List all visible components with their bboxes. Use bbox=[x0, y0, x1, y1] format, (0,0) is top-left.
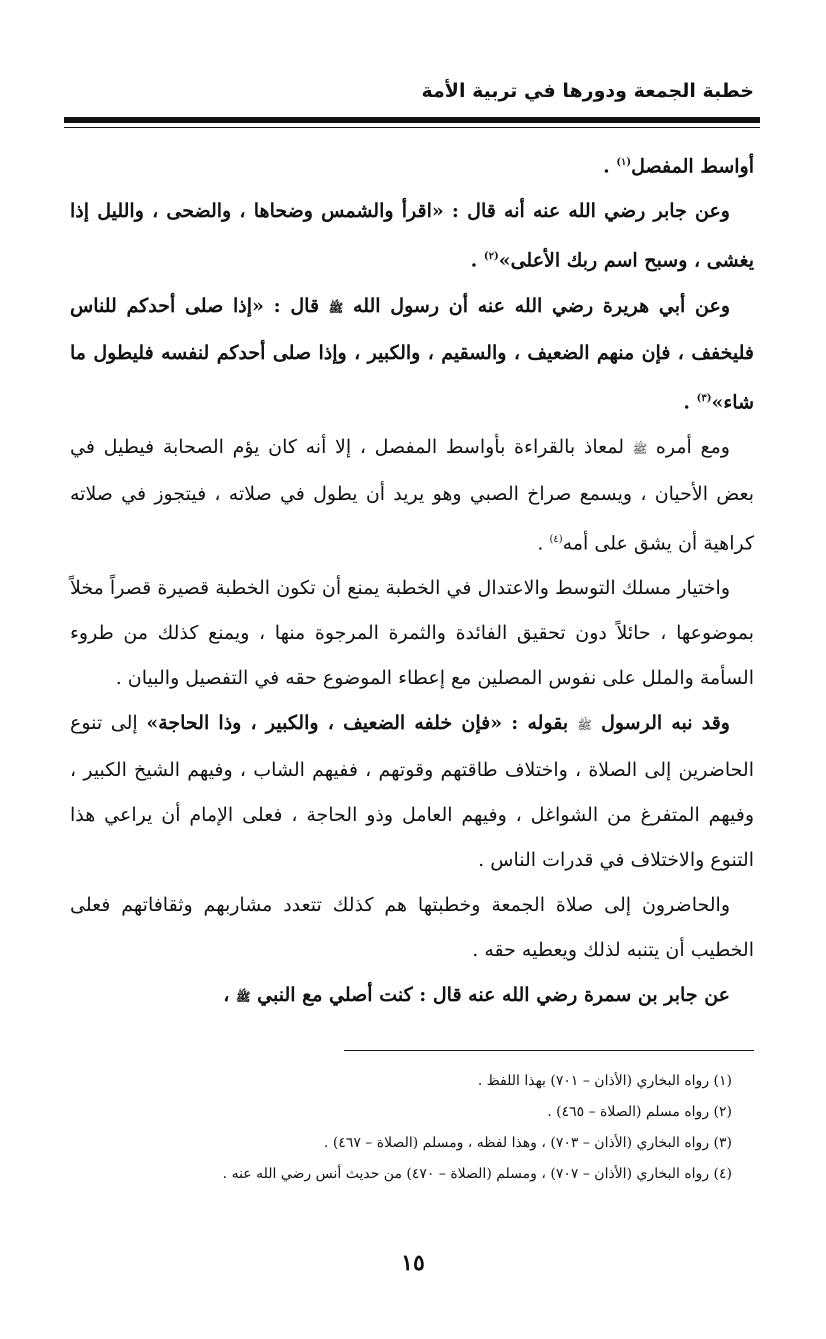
paragraph-4-end: . bbox=[537, 532, 550, 555]
paragraph-6 bbox=[70, 701, 754, 883]
paragraph-5: واختيار مسلك التوسط والاعتدال في الخطبة يمنع أن تكون الخطبة قصيرة قصراً مخلاً بموضوعها ، حائلاً دون تحقيق الفائدة والثمرة المرجوة منها ، ويمنع كذلك من طروء السأمة والملل على نفوس المصلين مع إعطاء الموضوع حقه في التفصيل والبيان . bbox=[70, 577, 754, 690]
salutation-glyph: ﷺ bbox=[236, 990, 251, 1005]
paragraph-1-end: . bbox=[603, 155, 617, 178]
paragraph-6-quote: بقوله : «فإن خلفه الضعيف ، والكبير ، وذا الحاجة» bbox=[146, 712, 578, 735]
footnote-separator bbox=[344, 1050, 754, 1051]
main-text bbox=[70, 140, 754, 1020]
paragraph-3-text: وعن أبي هريرة رضي الله عنه أن رسول الله bbox=[343, 294, 730, 317]
paragraph-2 bbox=[70, 189, 754, 283]
paragraph-4-body: لمعاذ بالقراءة بأواسط المفصل ، إلا أنه كان يؤم الصحابة فيطيل في بعض الأحيان ، ويسمع صراخ الصبي وهو يريد أن يطول في صلاته ، فيتجوز في صلاته كراهية أن يشق على أمه bbox=[70, 435, 754, 555]
footnote-ref-2: (٢) bbox=[483, 251, 499, 263]
page-number: ١٥ bbox=[401, 1250, 425, 1276]
paragraph-6-lead: وقد نبه الرسول bbox=[591, 712, 730, 735]
paragraph-3 bbox=[70, 284, 754, 425]
header-rule-thick bbox=[64, 117, 760, 123]
paragraph-6-text: إلى تنوع الحاضرين إلى الصلاة ، واختلاف طاقتهم وقوتهم ، ففيهم الشاب ، وفيهم الشيخ الكبير ، وفيهم المتفرغ من الشواغل ، وفيهم العامل وذو الحاجة ، فعلى الإمام أن يراعي هذا التنوع والاختلاف في قدرات الناس . bbox=[70, 712, 754, 872]
footnote-ref-1: (١) bbox=[616, 157, 632, 168]
salutation-glyph: ﷺ bbox=[632, 441, 648, 456]
paragraph-8-text: عن جابر بن سمرة رضي الله عنه قال : كنت أصلي مع النبي bbox=[250, 984, 730, 1007]
header-rule-thin bbox=[64, 127, 760, 128]
footnote-ref-4: (٤) bbox=[549, 533, 563, 545]
paragraph-7: والحاضرون إلى صلاة الجمعة وخطبتها هم كذلك تتعدد مشاربهم وثقافاتهم فعلى الخطيب أن يتنبه لذلك ويعطيه حقه . bbox=[70, 894, 754, 962]
paragraph-2-text: وعن جابر رضي الله عنه أنه قال : «اقرأ والشمس وضحاها ، والضحى ، والليل إذا يغشى ، وسبح اسم ربك الأعلى» bbox=[70, 200, 754, 272]
salutation-glyph: ﷺ bbox=[328, 300, 344, 315]
salutation-glyph: ﷺ bbox=[577, 718, 592, 733]
footnote-2: (٢) رواه مسلم (الصلاة – ٤٦٥) . bbox=[547, 1104, 732, 1120]
paragraph-1 bbox=[70, 140, 754, 189]
paragraph-8-end: ، bbox=[223, 984, 237, 1007]
paragraph-8 bbox=[70, 973, 754, 1020]
footnote-ref-3: (٣) bbox=[696, 392, 712, 404]
paragraph-3-hadith: قال : «إذا صلى أحدكم للناس فليخفف ، فإن منهم الضعيف ، والسقيم ، والكبير ، وإذا صلى أحدكم لنفسه فليطول ما شاء» bbox=[70, 294, 754, 413]
paragraph-1-text: أواسط المفصل bbox=[631, 155, 754, 178]
paragraph-4-text: ومع أمره bbox=[647, 435, 730, 458]
paragraph-2-end: . bbox=[470, 249, 484, 272]
footnote-4: (٤) رواه البخاري (الأذان – ٧٠٧) ، ومسلم (الصلاة – ٤٧٠) من حديث أنس رضي الله عنه . bbox=[222, 1166, 732, 1182]
paragraph-4 bbox=[70, 425, 754, 566]
running-header-title: خطبة الجمعة ودورها في تربية الأمة bbox=[421, 80, 754, 102]
footnote-3: (٣) رواه البخاري (الأذان – ٧٠٣) ، وهذا لفظه ، ومسلم (الصلاة – ٤٦٧) . bbox=[323, 1135, 732, 1151]
footnotes bbox=[70, 1066, 754, 1190]
footnote-1: (١) رواه البخاري (الأذان – ٧٠١) بهذا اللفظ . bbox=[477, 1073, 732, 1089]
paragraph-3-end: . bbox=[683, 390, 697, 413]
